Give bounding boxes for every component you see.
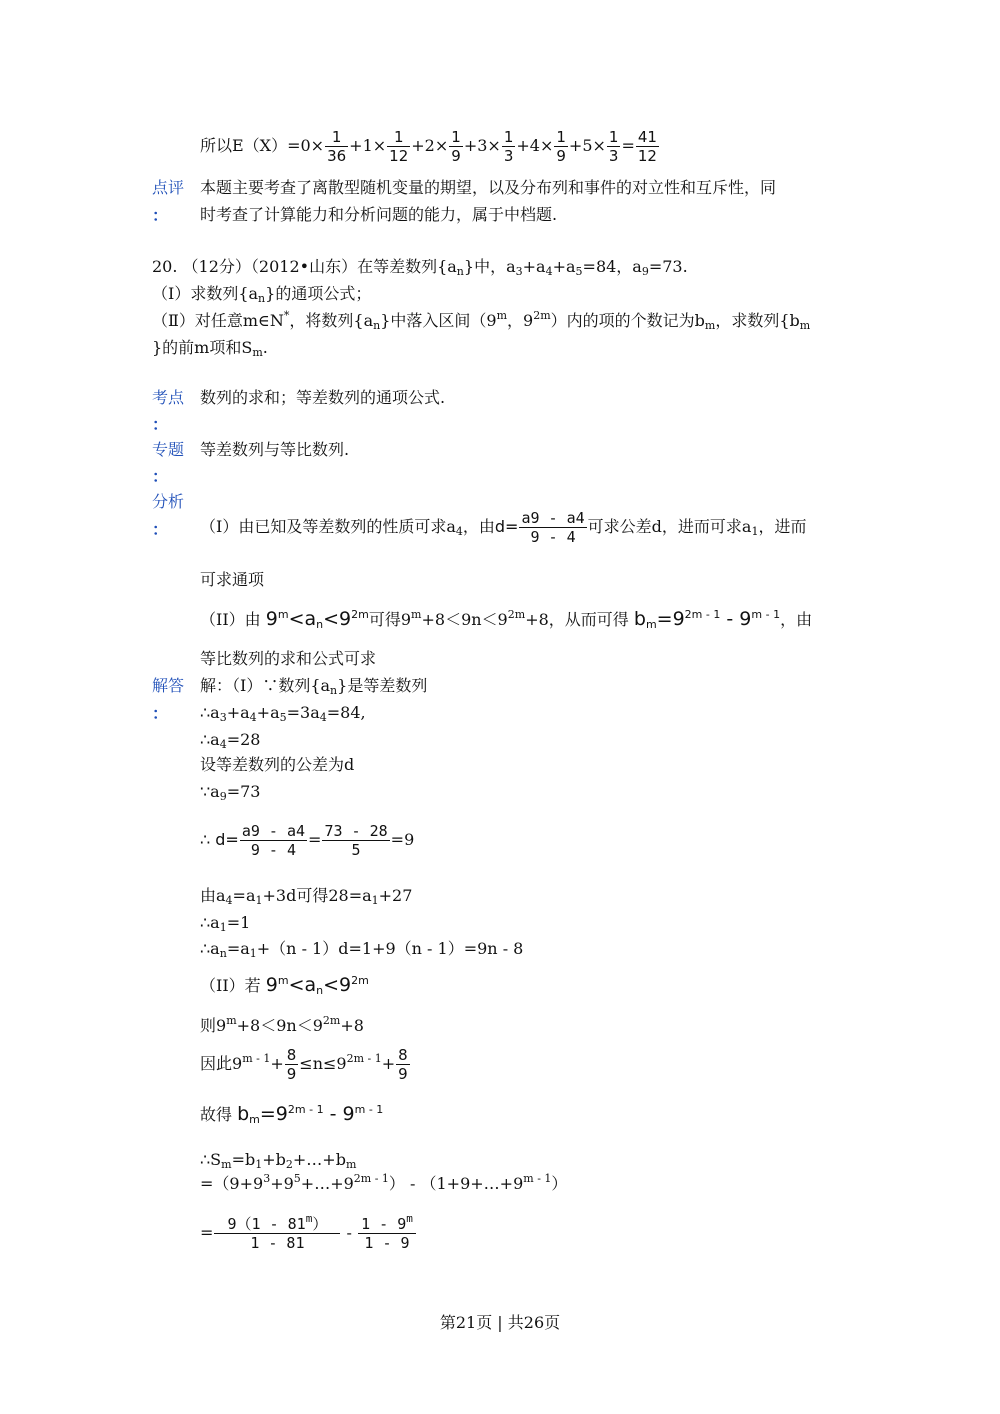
review-line-2: 时考查了计算能力和分析问题的能力，属于中档题. xyxy=(200,205,558,224)
eight-ninths-fraction: $\frac{8}{9}$ xyxy=(398,1046,408,1083)
d-fraction: $\frac{a9 - a4}{9 - 4}$ xyxy=(521,509,585,546)
sol-line-6: ∴ d= $\frac{a9 - a4}{9 - 4}$ = $\frac{73 - 28}{5}$ =9 xyxy=(200,822,415,859)
sol-line-8: $\therefore a_1=1$ xyxy=(200,913,251,934)
ex-fraction: $\frac{1}{12}$ xyxy=(389,128,409,165)
fenxi-colon: ： xyxy=(152,520,169,539)
zhuanti-colon: ： xyxy=(152,467,169,486)
sol-line-10: （II）若 $9^m<a_n<9^{2m}$ xyxy=(200,974,369,997)
review-label: 点评 xyxy=(152,178,185,197)
ex-prefix: 所以E（X）=0× xyxy=(200,136,325,155)
ex-fraction: $\frac{1}{9}$ xyxy=(451,128,461,165)
sol-line-7: 由$a_4=a_1+3d$可得$28=a_1+27$ xyxy=(200,886,413,907)
fenxi-line-2: 可求通项 xyxy=(200,570,265,589)
sol-line-3: $\therefore a_4=28$ xyxy=(200,730,261,751)
kaodian-colon: ： xyxy=(152,415,169,434)
kaodian-text: 数列的求和；等差数列的通项公式. xyxy=(200,388,446,407)
sol-line-1: 解：（I）∵数列$\{a_n\}$是等差数列 xyxy=(200,676,428,697)
zhuanti-label: 专题 xyxy=(152,440,185,459)
sol-line-11: 则$9^m+8<9n<9^{2m}+8$ xyxy=(200,1014,364,1035)
problem-part-2-cont: }的前m项和$S_m$. xyxy=(152,338,268,359)
sol-line-12: 因此$9^{m - 1}+$ $\frac{8}{9}$ $\le n\le 9^{2m - 1}+$ $\frac{8}{9}$ xyxy=(200,1046,408,1083)
expectation-line: 所以E（X）=0× $\frac{1}{36}$ +1× $\frac{1}{12}$ +2× $\frac{1}{9}$ +3× $\frac{1}{3}$ +4× $\frac{1}{9}$ +5× $\frac{1}{3}$ = $\frac{41}{12}$ xyxy=(200,128,657,165)
sol-line-14: $\therefore S_m=b_1+b_2+\dots+b_m$ xyxy=(200,1150,357,1171)
ex-fraction: $\frac{41}{12}$ xyxy=(637,128,657,165)
fenxi-line-3: （II）由 $9^m<a_n<9^{2m}$可得$9^m+8<9n<9^{2m}+8$，从而可得 $b_m=9^{2m - 1} - 9^{m - 1}$，由 xyxy=(200,608,813,631)
ex-fraction: $\frac{1}{9}$ xyxy=(556,128,566,165)
ex-fraction: $\frac{1}{3}$ xyxy=(608,128,619,165)
review-line-1: 本题主要考查了离散型随机变量的期望，以及分布列和事件的对立性和互斥性，同 xyxy=(200,178,777,197)
kaodian-label: 考点 xyxy=(152,388,185,407)
sol-line-15: $=(9+9^3+9^5+\dots+9^{2m - 1})$ - $(1+9+\dots+9^{m - 1})$ xyxy=(200,1172,568,1193)
sol-line-2: $\therefore a_3+a_4+a_5=3a_4=84$, xyxy=(200,703,366,724)
page-footer: 第21页 | 共26页 xyxy=(439,1313,561,1332)
sol-line-9: $\therefore a_n=a_1+(n - 1)d=1+9(n - 1)=9n - 8$ xyxy=(200,939,524,960)
ex-fraction: $\frac{1}{36}$ xyxy=(327,128,347,165)
ex-fraction: $\frac{1}{3}$ xyxy=(503,128,514,165)
sol-line-13: 故得 $b_m=9^{2m - 1} - 9^{m - 1}$ xyxy=(200,1103,384,1126)
fenxi-line-1: （I）由已知及等差数列的性质可求$a_4$，由d= $\frac{a9 - a4}{9 - 4}$ 可求公差d，进而可求$a_1$，进而 xyxy=(200,509,807,546)
problem-part-1: （Ⅰ）求数列$\{a_n\}$的通项公式； xyxy=(152,284,372,305)
eight-ninths-fraction: $\frac{8}{9}$ xyxy=(286,1046,297,1083)
problem-statement: 20. （12分）（2012•山东）在等差数列$\{a_n\}$中，$a_3+a_4+a_5=84$，$a_9=73$. xyxy=(152,257,688,278)
zhuanti-text: 等差数列与等比数列. xyxy=(200,440,350,459)
value-fraction: $\frac{73 - 28}{5}$ xyxy=(324,822,388,859)
jieda-label: 解答 xyxy=(152,676,185,695)
review-colon: ： xyxy=(152,206,169,225)
geometric-sum-fraction-2: $\frac{1 - 9^m}{1 - 9}$ xyxy=(358,1215,416,1252)
fenxi-line-4: 等比数列的求和公式可求 xyxy=(200,649,377,668)
jieda-colon: ： xyxy=(152,704,169,723)
geometric-sum-fraction: $\frac{9(1 - 81^m)}{1 - 81}$ xyxy=(214,1215,340,1252)
fenxi-label: 分析 xyxy=(152,492,185,511)
problem-part-2: （Ⅱ）对任意m∈N*，将数列$\{a_n\}$中落入区间（9$^m$，$9^{2m}$）内的项的个数记为$b_m$，求数列{$b_m$ xyxy=(152,309,811,332)
sol-line-4: 设等差数列的公差为d xyxy=(200,755,355,774)
d-fraction: $\frac{a9 - a4}{9 - 4}$ xyxy=(241,822,306,859)
sol-line-16: = $\frac{9(1 - 81^m)}{1 - 81}$ - $\frac{1 - 9^m}{1 - 9}$ xyxy=(200,1208,417,1258)
sol-line-5: $\because a_9=73$ xyxy=(200,782,261,803)
